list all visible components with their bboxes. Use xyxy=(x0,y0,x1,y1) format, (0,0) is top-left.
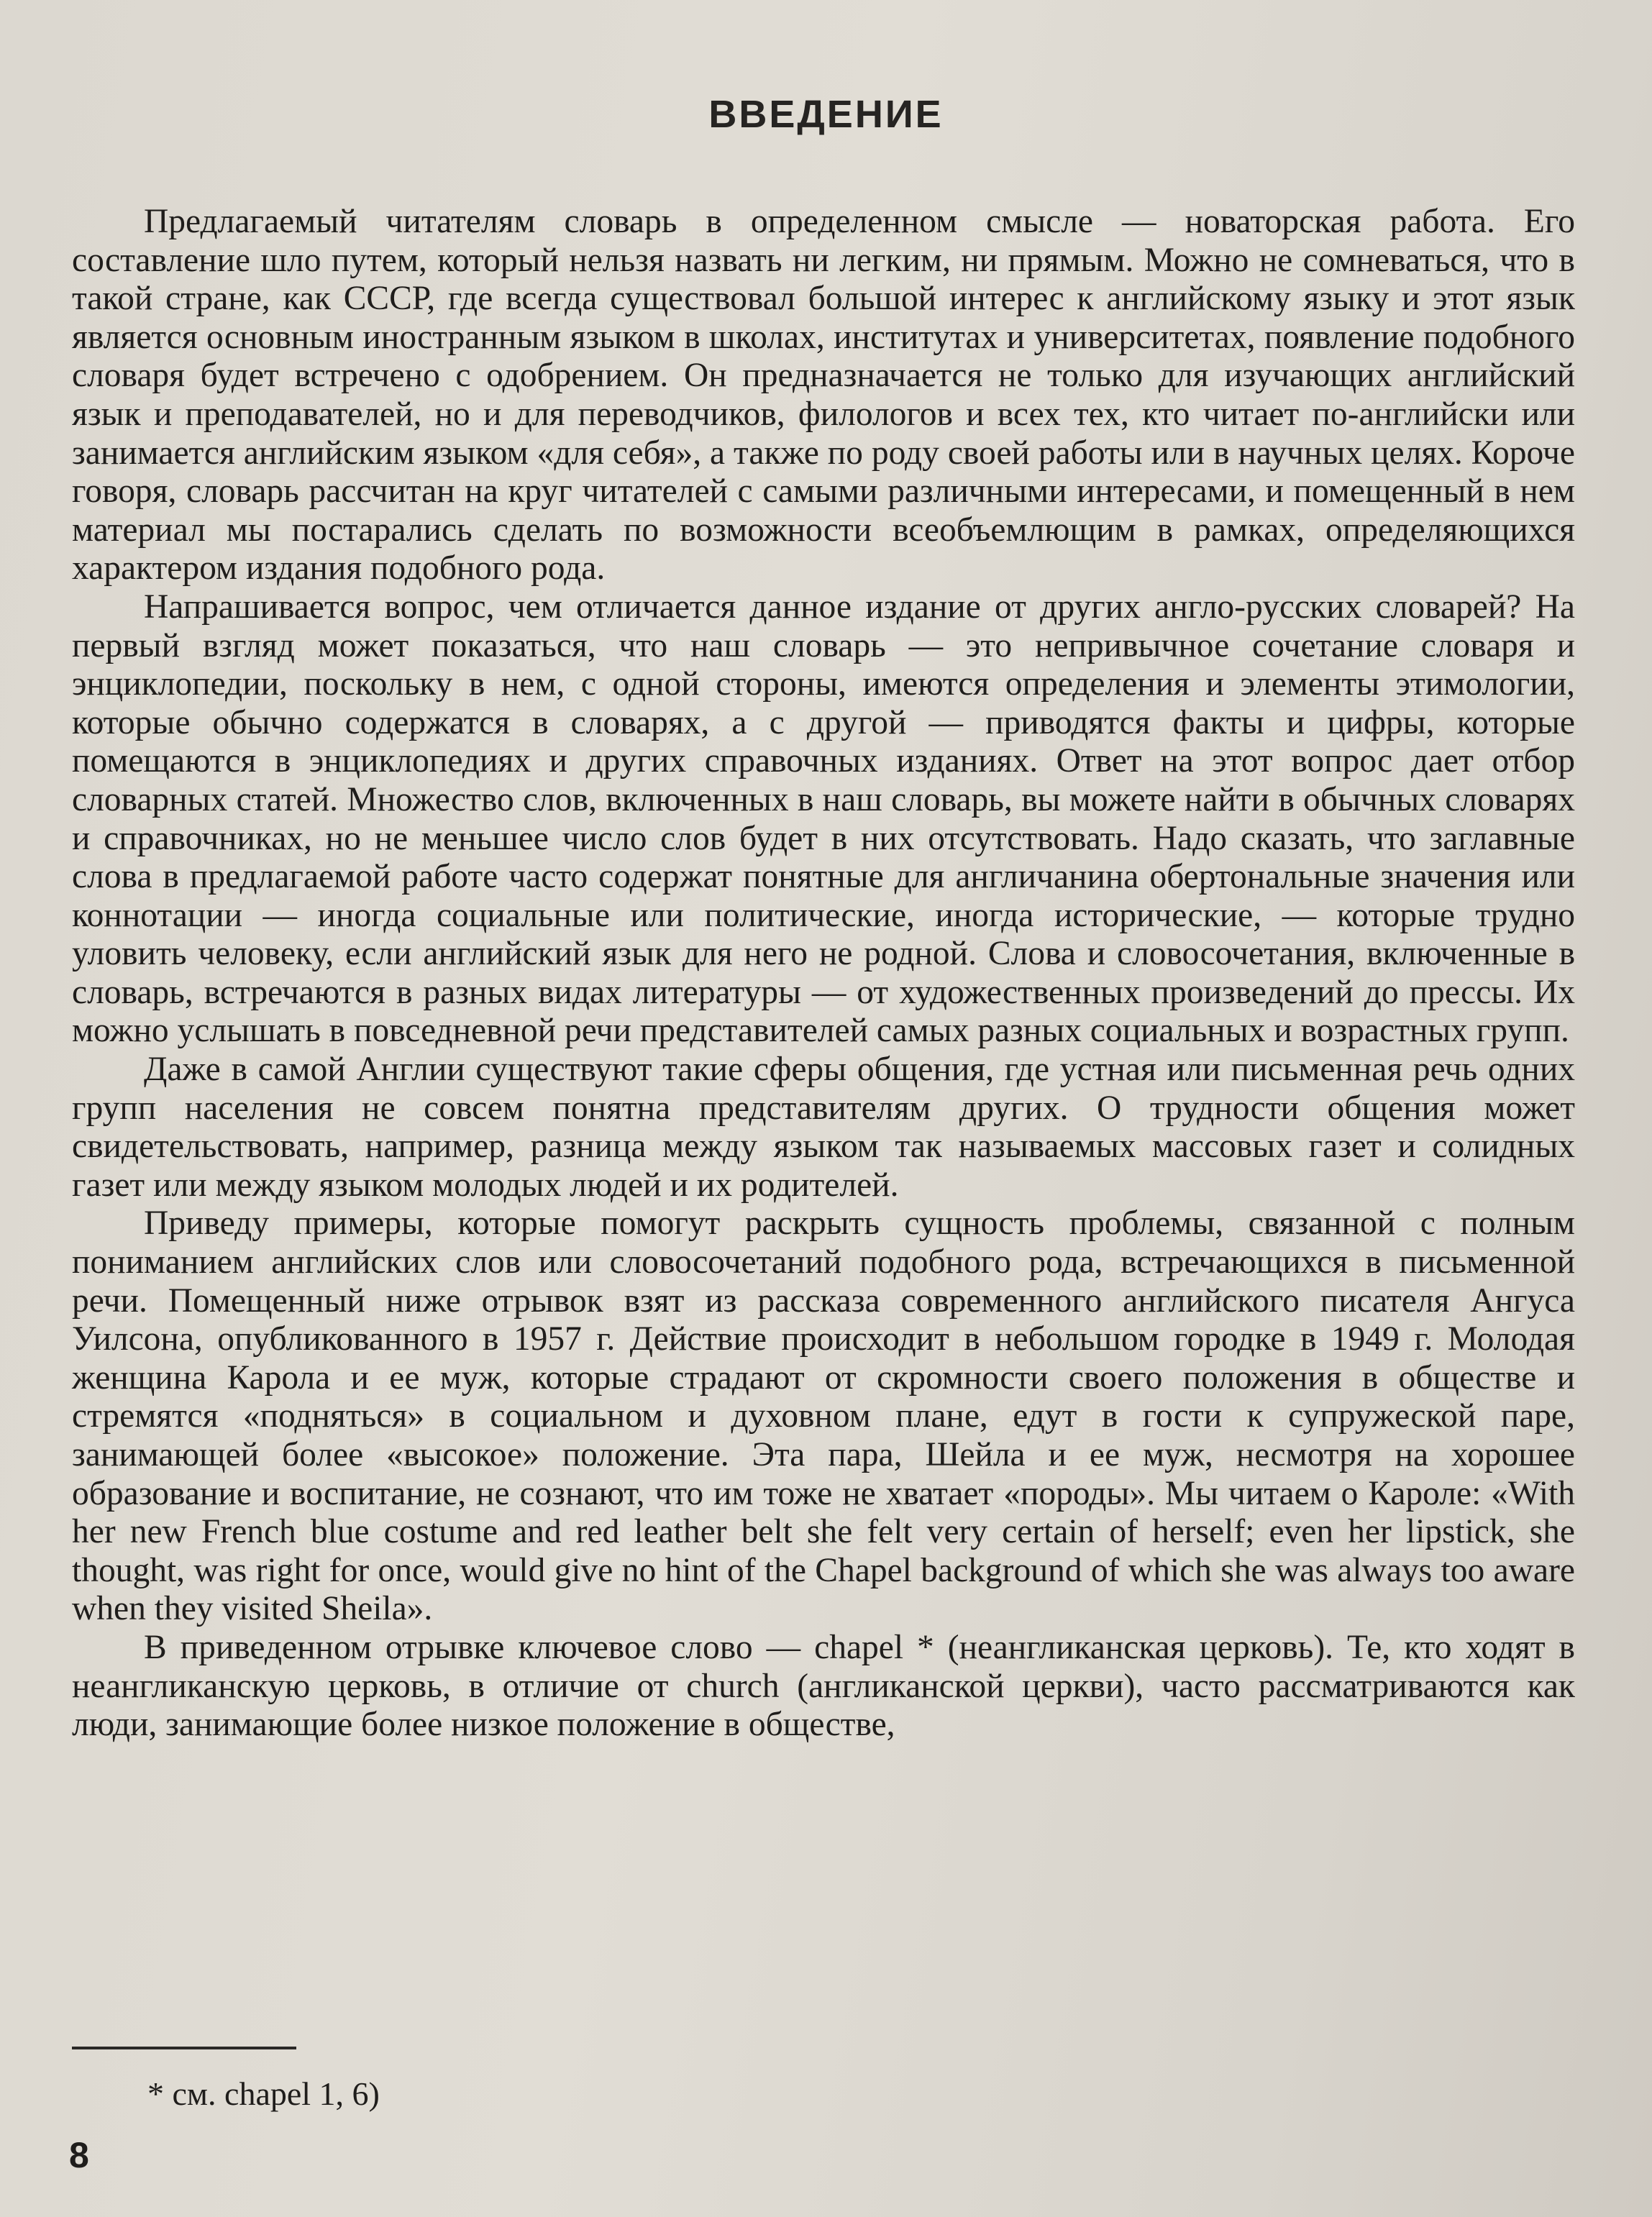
footnote-divider xyxy=(72,2047,296,2049)
paragraph: Напрашивается вопрос, чем отличается данное издание от других англо-русских словарей? На первый взгляд может показаться, что наш словарь — это непривычное сочетание словаря и энциклопедии, поскольку в нем, с одной стороны, имеются определения и элементы этимологии, которые обычно содержатся в словарях, а с другой — приводятся факты и цифры, которые помещаются в энциклопедиях и других справочных изданиях. Ответ на этот вопрос дает отбор словарных статей. Множество слов, включенных в наш словарь, вы можете найти в обычных словарях и справочниках, но не меньшее число слов будет в них отсутствовать. Надо сказать, что заглавные слова в предлагаемой работе часто содержат понятные для англичанина обертональные значения или коннотации — иногда социальные или политические, иногда исторические, — которые трудно уловить человеку, если английский язык для него не родной. Слова и словосочетания, включенные в словарь, встречаются в разных видах литературы — от художественных произведений до прессы. Их можно услышать в повседневной речи представителей самых разных социальных и возрастных групп. xyxy=(72,588,1575,1050)
footnote: * см. chapel 1, 6) xyxy=(147,2075,380,2112)
paragraph: Даже в самой Англии существуют такие сферы общения, где устная или письменная речь одних групп населения не совсем понятна представителям других. О трудности общения может свидетельствовать, например, разница между языком так называемых массовых газет и солидных газет или между языком молодых людей и их родителей. xyxy=(72,1051,1575,1204)
body-text xyxy=(72,203,1575,1745)
page-number: 8 xyxy=(69,2135,89,2175)
paragraph: В приведенном отрывке ключевое слово — chapel * (неангликанская церковь). Те, кто ходят в неангликанскую церковь, в отличие от church (англиканской церкви), часто рассматриваются как люди, занимающие более низкое положение в обществе, xyxy=(72,1628,1575,1744)
paragraph: Приведу примеры, которые помогут раскрыть сущность проблемы, связанной с полным пониманием английских слов или словосочетаний подобного рода, встречающихся в письменной речи. Помещенный ниже отрывок взят из рассказа современного английского писателя Ангуса Уилсона, опубликованного в 1957 г. Действие происходит в небольшом городке в 1949 г. Молодая женщина Карола и ее муж, которые страдают от скромности своего положения в обществе и стремятся «подняться» в социальном и духовном плане, едут в гости к супружеской паре, занимающей более «высокое» положение. Эта пара, Шейла и ее муж, несмотря на хорошее образование и воспитание, не сознают, что им тоже не хватает «породы». Мы читаем о Кароле: «With her new French blue costume and red leather belt she felt very certain of herself; even her lipstick, she thought, was right for once, would give no hint of the Chapel background of which she was always too aware when they visited Sheila». xyxy=(72,1205,1575,1628)
page-title: ВВЕДЕНИЕ xyxy=(708,93,944,136)
paragraph: Предлагаемый читателям словарь в определенном смысле — новаторская работа. Его составление шло путем, который нельзя назвать ни легким, ни прямым. Можно не сомневаться, что в такой стране, как СССР, где всегда существовал большой интерес к английскому языку и этот язык является основным иностранным языком в школах, институтах и университетах, появление подобного словаря будет встречено с одобрением. Он предназначается не только для изучающих английский язык и преподавателей, но и для переводчиков, филологов и всех тех, кто читает по-английски или занимается английским языком «для себя», а также по роду своей работы или в научных целях. Короче говоря, словарь рассчитан на круг читателей с самыми различными интересами, и помещенный в нем материал мы постарались сделать по возможности всеобъемлющим в рамках, определяющихся характером издания подобного рода. xyxy=(72,203,1575,588)
